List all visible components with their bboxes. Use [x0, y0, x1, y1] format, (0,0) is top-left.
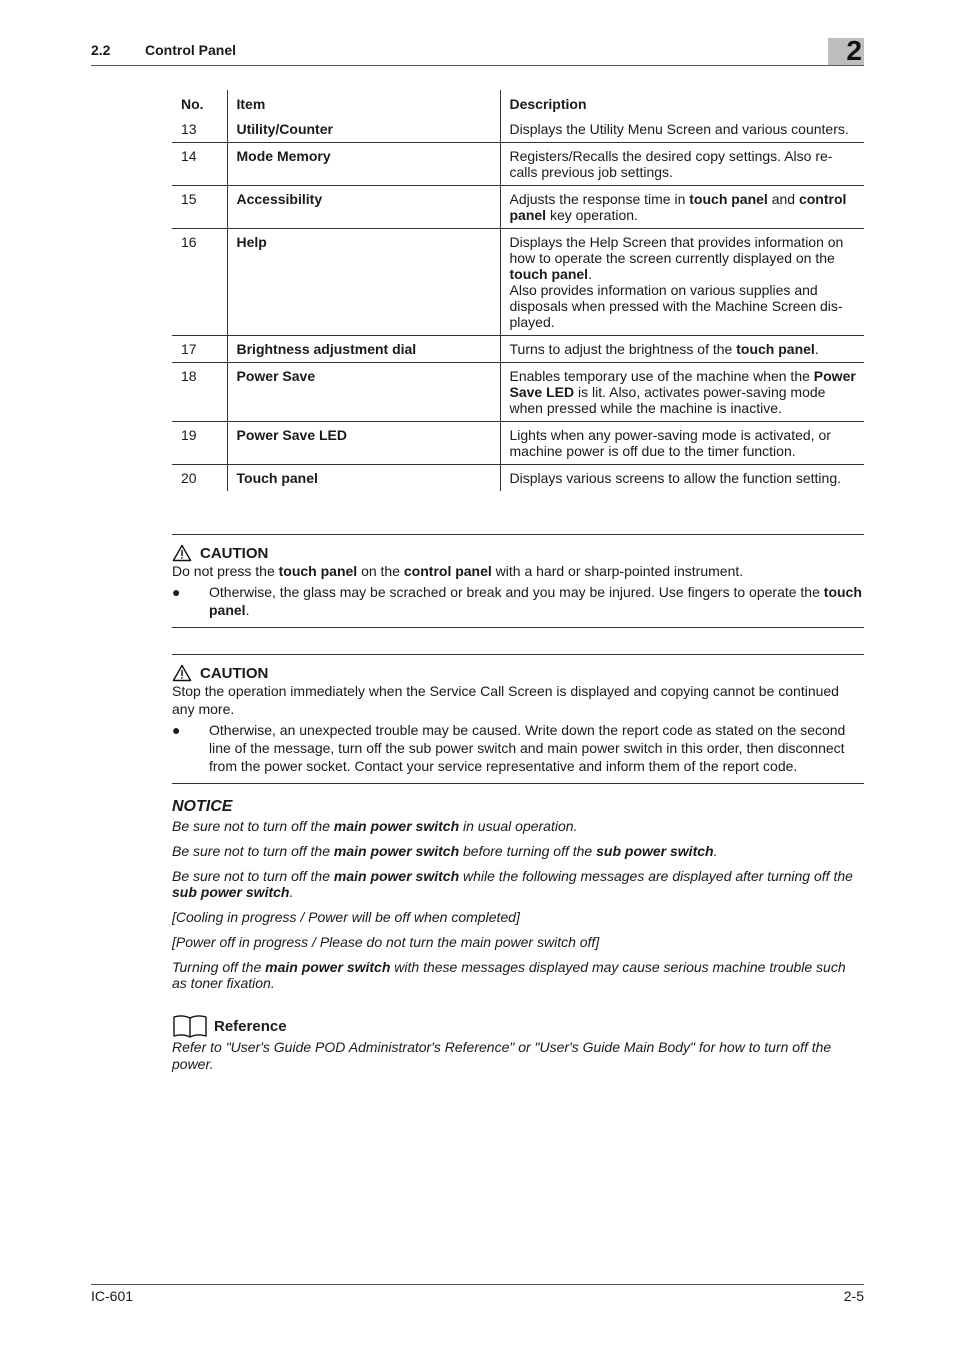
- bold-term: control panel: [509, 191, 847, 223]
- bold-term: touch panel: [209, 584, 862, 618]
- bold-term: main power switch: [333, 868, 460, 884]
- text-run: on the: [357, 563, 404, 579]
- row-number: 19: [181, 427, 197, 443]
- row-number: 20: [181, 470, 197, 486]
- row-number: 15: [181, 191, 197, 207]
- bold-term: sub power switch: [172, 884, 290, 900]
- caution-box-1: [172, 534, 864, 628]
- text-run: with these messages displayed may cause serious machine trouble such as toner fixation.: [172, 959, 846, 991]
- row-description: [500, 186, 864, 229]
- bold-term: main power switch: [333, 818, 460, 834]
- text-run: .: [289, 884, 294, 900]
- text-run: Be sure not to turn off the: [172, 818, 334, 834]
- row-item: Power Save: [227, 363, 500, 422]
- bold-term: main power switch: [333, 843, 460, 859]
- row-description: [500, 143, 864, 186]
- bullet-dot-icon: ●: [172, 722, 181, 738]
- bullet-text: [209, 584, 862, 618]
- chapter-tab: [828, 35, 864, 66]
- notice-paragraph: [172, 959, 864, 991]
- row-item: Brightness adjustment dial: [227, 336, 500, 363]
- bold-term: touch panel: [689, 191, 768, 207]
- caution-title-text: CAUTION: [200, 544, 269, 562]
- text-run: .: [814, 341, 819, 357]
- row-description: [500, 229, 864, 336]
- text-run: Otherwise, an unexpected trouble may be caused. Write down the report code as stated on the second line of the message, turn off the sub power switch and main power switch in this order, then disconnect from the power socket. Contact your service representative and inform them of the report code.: [209, 722, 846, 774]
- caution-title-text: CAUTION: [200, 664, 269, 682]
- table-row: [172, 465, 864, 492]
- row-description: [500, 422, 864, 465]
- row-description: [500, 363, 864, 422]
- table-row: [172, 116, 864, 143]
- table-row: [172, 363, 864, 422]
- text-run: Turns to adjust the brightness of the: [509, 341, 737, 357]
- text-run: Displays various screens to allow the function setting.: [509, 470, 841, 486]
- book-icon: [172, 1014, 208, 1038]
- control-panel-table: [172, 90, 864, 491]
- caution-box-2: [172, 654, 864, 784]
- bold-term: Power Save LED: [509, 368, 856, 400]
- caution-bullet: [172, 583, 864, 619]
- table-row: [172, 336, 864, 363]
- text-run: is lit. Also, activates power-saving mode when pressed while the machine is inactive.: [509, 384, 826, 416]
- row-item: Power Save LED: [227, 422, 500, 465]
- table-row: [172, 186, 864, 229]
- footer-page-number: 2-5: [843, 1288, 864, 1304]
- bold-term: sub power switch: [596, 843, 714, 859]
- caution-text: [172, 562, 864, 580]
- reference-title-text: Reference: [214, 1017, 287, 1035]
- table-row: [172, 229, 864, 336]
- bold-term: touch panel: [509, 266, 589, 282]
- caution-title: [172, 544, 864, 562]
- text-run: Be sure not to turn off the: [172, 868, 334, 884]
- footer-model: IC-601: [91, 1288, 134, 1304]
- row-item: Help: [227, 229, 500, 336]
- text-run: .: [245, 602, 250, 618]
- section-title: Control Panel: [145, 42, 237, 58]
- row-description: [500, 336, 864, 363]
- notice-paragraph: [172, 934, 864, 950]
- section-number: 2.2: [91, 42, 111, 58]
- text-run: before turning off the: [459, 843, 597, 859]
- header-no: No.: [181, 96, 204, 112]
- notice-paragraph: [172, 818, 864, 834]
- text-run: Lights when any power-saving mode is activated, or machine power is off due to the timer function.: [509, 427, 831, 459]
- page-footer: [91, 1284, 864, 1312]
- chapter-number: 2: [846, 35, 862, 66]
- text-run: in usual operation.: [459, 818, 578, 834]
- table-row: [172, 143, 864, 186]
- bold-term: control panel: [403, 563, 492, 579]
- caution-title: [172, 664, 864, 682]
- text-run: Be sure not to turn off the: [172, 843, 334, 859]
- warning-triangle-icon: [172, 544, 192, 562]
- text-run: Displays the Help Screen that provides information on how to operate the screen currently displayed on the: [509, 234, 844, 266]
- row-item: Utility/Counter: [227, 116, 500, 143]
- row-item: Mode Memory: [227, 143, 500, 186]
- text-run: [Cooling in progress / Power will be off when completed]: [172, 909, 520, 925]
- bold-term: touch panel: [736, 341, 815, 357]
- table-header-row: [172, 90, 864, 116]
- text-run: [Power off in progress / Please do not turn the main power switch off]: [172, 934, 600, 950]
- row-description: [500, 465, 864, 492]
- text-run: Enables temporary use of the machine when the: [509, 368, 814, 384]
- page-header: [91, 35, 864, 66]
- text-run: Displays the Utility Menu Screen and various counters.: [509, 121, 849, 137]
- text-run: key operation.: [546, 207, 638, 223]
- reference-title: [172, 1013, 864, 1039]
- text-run: with a hard or sharp-pointed instrument.: [491, 563, 744, 579]
- row-item: Accessibility: [227, 186, 500, 229]
- text-run: Registers/Recalls the desired copy settings. Also re-calls previous job settings.: [509, 148, 833, 180]
- bullet-text: [209, 722, 845, 774]
- notice-paragraph: [172, 868, 864, 900]
- header-description: Description: [500, 90, 864, 116]
- caution-bullet: [172, 721, 864, 775]
- notice-paragraph: [172, 843, 864, 859]
- text-run: Turning off the: [172, 959, 266, 975]
- row-number: 17: [181, 341, 197, 357]
- text-run: and: [767, 191, 799, 207]
- reference-section: [172, 1013, 864, 1073]
- notice-section: [172, 797, 864, 1000]
- row-number: 13: [181, 121, 197, 137]
- row-number: 18: [181, 368, 197, 384]
- text-run: .: [588, 266, 592, 282]
- row-item: Touch panel: [227, 465, 500, 492]
- text-run: while the following messages are displayed after turning off the: [459, 868, 853, 884]
- bold-term: main power switch: [265, 959, 391, 975]
- warning-triangle-icon: [172, 664, 192, 682]
- reference-text: Refer to "User's Guide POD Administrator's Reference" or "User's Guide Main Body" for how to turn off the power.: [172, 1039, 832, 1072]
- bold-term: touch panel: [278, 563, 358, 579]
- text-run: Stop the operation immediately when the Service Call Screen is displayed and copying cannot be continued any more.: [172, 683, 839, 717]
- text-run: Do not press the: [172, 563, 279, 579]
- row-number: 14: [181, 148, 197, 164]
- row-description: [500, 116, 864, 143]
- text-run: .: [713, 843, 718, 859]
- text-run: Adjusts the response time in: [509, 191, 690, 207]
- bullet-dot-icon: ●: [172, 584, 181, 600]
- text-run: Also provides information on various supplies and disposals when pressed with the Machine Screen dis-played.: [509, 282, 843, 330]
- header-item: Item: [227, 90, 500, 116]
- caution-text: [172, 682, 864, 718]
- row-number: 16: [181, 234, 197, 250]
- text-run: Otherwise, the glass may be scrached or break and you may be injured. Use fingers to operate the: [209, 584, 824, 600]
- notice-title: NOTICE: [172, 798, 233, 815]
- table-row: [172, 422, 864, 465]
- notice-paragraph: [172, 909, 864, 925]
